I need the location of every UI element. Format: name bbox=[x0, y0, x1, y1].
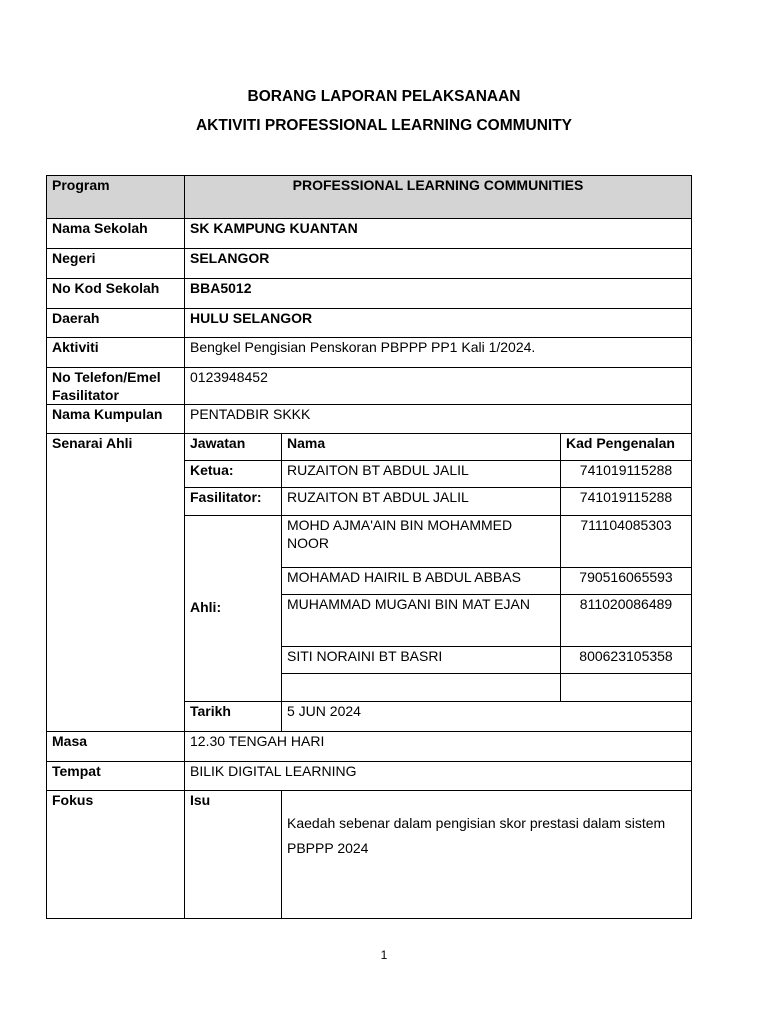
member-name: MOHD AJMA'AIN BIN MOHAMMED NOOR bbox=[282, 516, 561, 568]
program-value: PROFESSIONAL LEARNING COMMUNITIES bbox=[185, 176, 692, 219]
ketua-ic: 741019115288 bbox=[561, 461, 692, 488]
kod-sekolah-value: BBA5012 bbox=[185, 279, 692, 309]
tempat-label: Tempat bbox=[47, 762, 185, 791]
member-name bbox=[282, 674, 561, 702]
kod-sekolah-label: No Kod Sekolah bbox=[47, 279, 185, 309]
telefon-value: 0123948452 bbox=[185, 368, 692, 405]
ahli-role-cell bbox=[185, 516, 282, 702]
ahli-role: Ahli: bbox=[190, 599, 222, 615]
member-name: SITI NORAINI BT BASRI bbox=[282, 647, 561, 674]
ketua-name: RUZAITON BT ABDUL JALIL bbox=[282, 461, 561, 488]
senarai-ahli-label: Senarai Ahli bbox=[47, 434, 185, 732]
aktiviti-label: Aktiviti bbox=[47, 338, 185, 368]
aktiviti-value: Bengkel Pengisian Penskoran PBPPP PP1 Kali 1/2024. bbox=[185, 338, 692, 368]
row-senarai-header bbox=[47, 434, 692, 461]
nama-sekolah-label: Nama Sekolah bbox=[47, 219, 185, 249]
tempat-value: BILIK DIGITAL LEARNING bbox=[185, 762, 692, 791]
masa-value: 12.30 TENGAH HARI bbox=[185, 732, 692, 762]
row-fokus bbox=[47, 791, 692, 919]
tarikh-label: Tarikh bbox=[185, 702, 282, 732]
member-ic bbox=[561, 674, 692, 702]
form-title-line-1: BORANG LAPORAN PELAKSANAAN bbox=[247, 88, 521, 105]
col-jawatan-header: Jawatan bbox=[185, 434, 282, 461]
row-kod-sekolah bbox=[47, 279, 692, 309]
fokus-label: Fokus bbox=[47, 791, 185, 919]
row-nama-kumpulan bbox=[47, 405, 692, 434]
telefon-label-line-2: Fasilitator bbox=[52, 387, 119, 403]
negeri-label: Negeri bbox=[47, 249, 185, 279]
fokus-isu-value: Kaedah sebenar dalam pengisian skor prestasi dalam sistem PBPPP 2024 bbox=[282, 791, 692, 919]
fokus-isu-label: Isu bbox=[185, 791, 282, 919]
tarikh-value: 5 JUN 2024 bbox=[282, 702, 692, 732]
kumpulan-value: PENTADBIR SKKK bbox=[185, 405, 692, 434]
telefon-label-line-1: No Telefon/Emel bbox=[52, 369, 161, 385]
form-title-line-2: AKTIVITI PROFESSIONAL LEARNING COMMUNITY bbox=[195, 117, 573, 134]
row-masa bbox=[47, 732, 692, 762]
row-nama-sekolah bbox=[47, 219, 692, 249]
telefon-label bbox=[47, 368, 185, 405]
member-name: MUHAMMAD MUGANI BIN MAT EJAN bbox=[282, 595, 561, 647]
ketua-role: Ketua: bbox=[185, 461, 282, 488]
kumpulan-label: Nama Kumpulan bbox=[47, 405, 185, 434]
row-aktiviti bbox=[47, 338, 692, 368]
masa-label: Masa bbox=[47, 732, 185, 762]
col-nama-header: Nama bbox=[282, 434, 561, 461]
member-ic: 790516065593 bbox=[561, 568, 692, 595]
row-telefon bbox=[47, 368, 692, 405]
fasilitator-name: RUZAITON BT ABDUL JALIL bbox=[282, 488, 561, 516]
program-label: Program bbox=[47, 176, 185, 219]
fasilitator-ic: 741019115288 bbox=[561, 488, 692, 516]
page-number: 1 bbox=[380, 948, 388, 962]
report-form-table bbox=[46, 175, 692, 919]
fasilitator-role: Fasilitator: bbox=[185, 488, 282, 516]
member-ic: 711104085303 bbox=[561, 516, 692, 568]
row-negeri bbox=[47, 249, 692, 279]
negeri-value: SELANGOR bbox=[185, 249, 692, 279]
col-kad-pengenalan-header: Kad Pengenalan bbox=[561, 434, 692, 461]
member-ic: 800623105358 bbox=[561, 647, 692, 674]
daerah-label: Daerah bbox=[47, 309, 185, 338]
row-daerah bbox=[47, 309, 692, 338]
member-name: MOHAMAD HAIRIL B ABDUL ABBAS bbox=[282, 568, 561, 595]
row-tempat bbox=[47, 762, 692, 791]
daerah-value: HULU SELANGOR bbox=[185, 309, 692, 338]
nama-sekolah-value: SK KAMPUNG KUANTAN bbox=[185, 219, 692, 249]
row-program bbox=[47, 176, 692, 219]
member-ic: 811020086489 bbox=[561, 595, 692, 647]
